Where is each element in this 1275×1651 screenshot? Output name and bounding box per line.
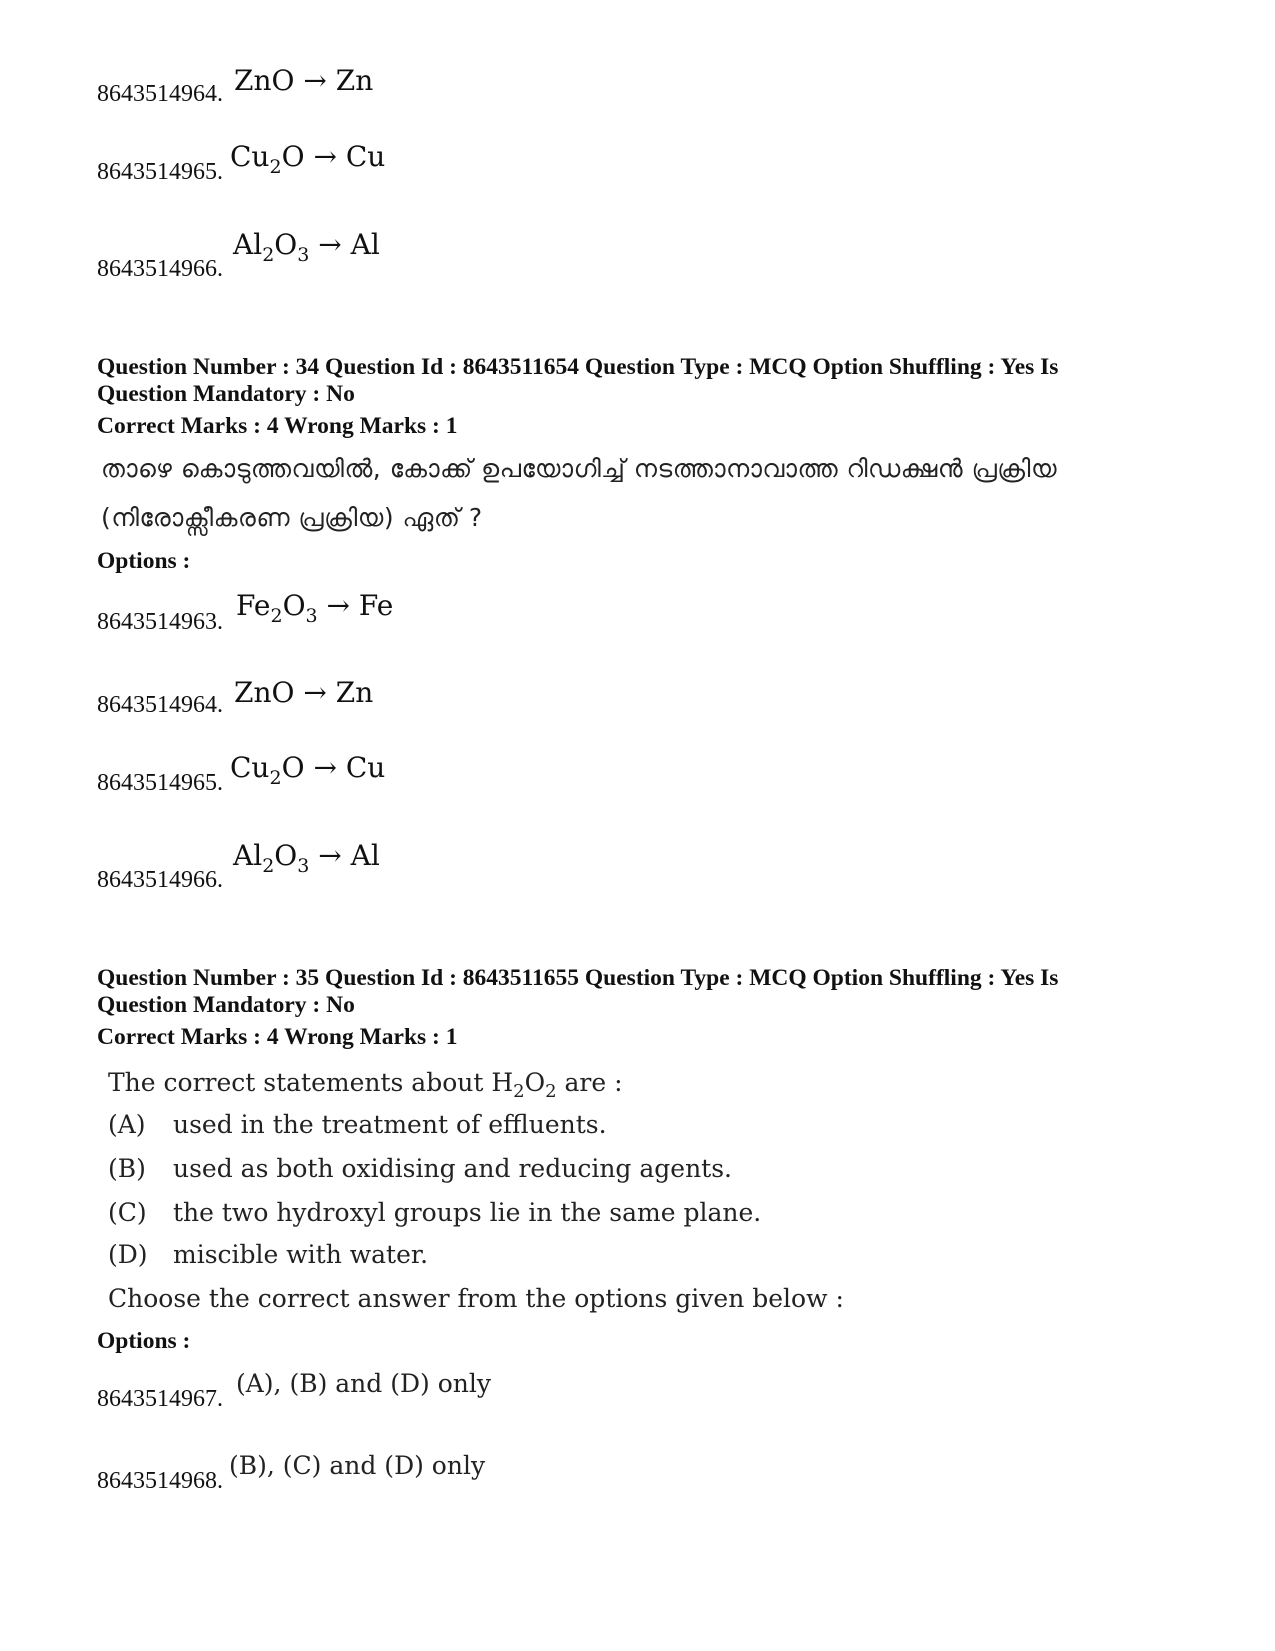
question-text-line2: (നിരോക്സീകരണ പ്രക്രിയ) ഏത് ? xyxy=(101,503,483,532)
question-header: Question Number : 34 Question Id : 8643511654 Question Type : MCQ Option Shuffling : Yes Is Question Mandatory : No xyxy=(97,354,1059,407)
statement-c: (C) the two hydroxyl groups lie in the same plane. xyxy=(108,1198,762,1227)
option-id: 8643514967. xyxy=(97,1386,223,1412)
question-marks: Correct Marks : 4 Wrong Marks : 1 xyxy=(97,1024,458,1050)
statement-a: (A) used in the treatment of effluents. xyxy=(108,1110,607,1139)
options-label: Options : xyxy=(97,548,191,574)
option-formula: $Al_2O_3 \to Al$ xyxy=(233,228,380,266)
option-formula: ZnO → Zn xyxy=(234,676,374,709)
option-formula: $Fe_2O_3 \to Fe$ xyxy=(236,589,394,627)
statement-d: (D) miscible with water. xyxy=(108,1240,429,1269)
option-id: 8643514968. xyxy=(97,1468,223,1494)
option-id: 8643514963. xyxy=(97,609,223,635)
option-text: (B), (C) and (D) only xyxy=(229,1451,486,1480)
option-id: 8643514965. xyxy=(97,770,223,796)
options-label: Options : xyxy=(97,1328,191,1354)
question-marks: Correct Marks : 4 Wrong Marks : 1 xyxy=(97,413,458,439)
option-id: 8643514964. xyxy=(97,81,223,107)
choose-instruction: Choose the correct answer from the options given below : xyxy=(108,1284,844,1313)
statement-b: (B) used as both oxidising and reducing agents. xyxy=(108,1154,733,1183)
option-formula: $Al_2O_3 \to Al$ xyxy=(233,839,380,877)
question-text-line1: താഴെ കൊടുത്തവയിൽ, കോക്ക് ഉപയോഗിച്ച് നടത്താനാവാത്ത റിഡക്ഷൻ പ്രക്രിയ xyxy=(101,454,1058,483)
option-id: 8643514966. xyxy=(97,867,223,893)
option-formula: $Cu_2O \to Cu$ xyxy=(230,751,386,789)
option-id: 8643514966. xyxy=(97,256,223,282)
question-header: Question Number : 35 Question Id : 8643511655 Question Type : MCQ Option Shuffling : Yes Is Question Mandatory : No xyxy=(97,965,1059,1018)
option-text: (A), (B) and (D) only xyxy=(236,1369,492,1398)
option-formula: $Cu_2O \to Cu$ xyxy=(230,140,386,178)
option-id: 8643514965. xyxy=(97,159,223,185)
question-intro: The correct statements about $H_2O_2$ are : xyxy=(108,1068,623,1102)
option-formula: ZnO → Zn xyxy=(234,64,374,97)
option-id: 8643514964. xyxy=(97,692,223,718)
